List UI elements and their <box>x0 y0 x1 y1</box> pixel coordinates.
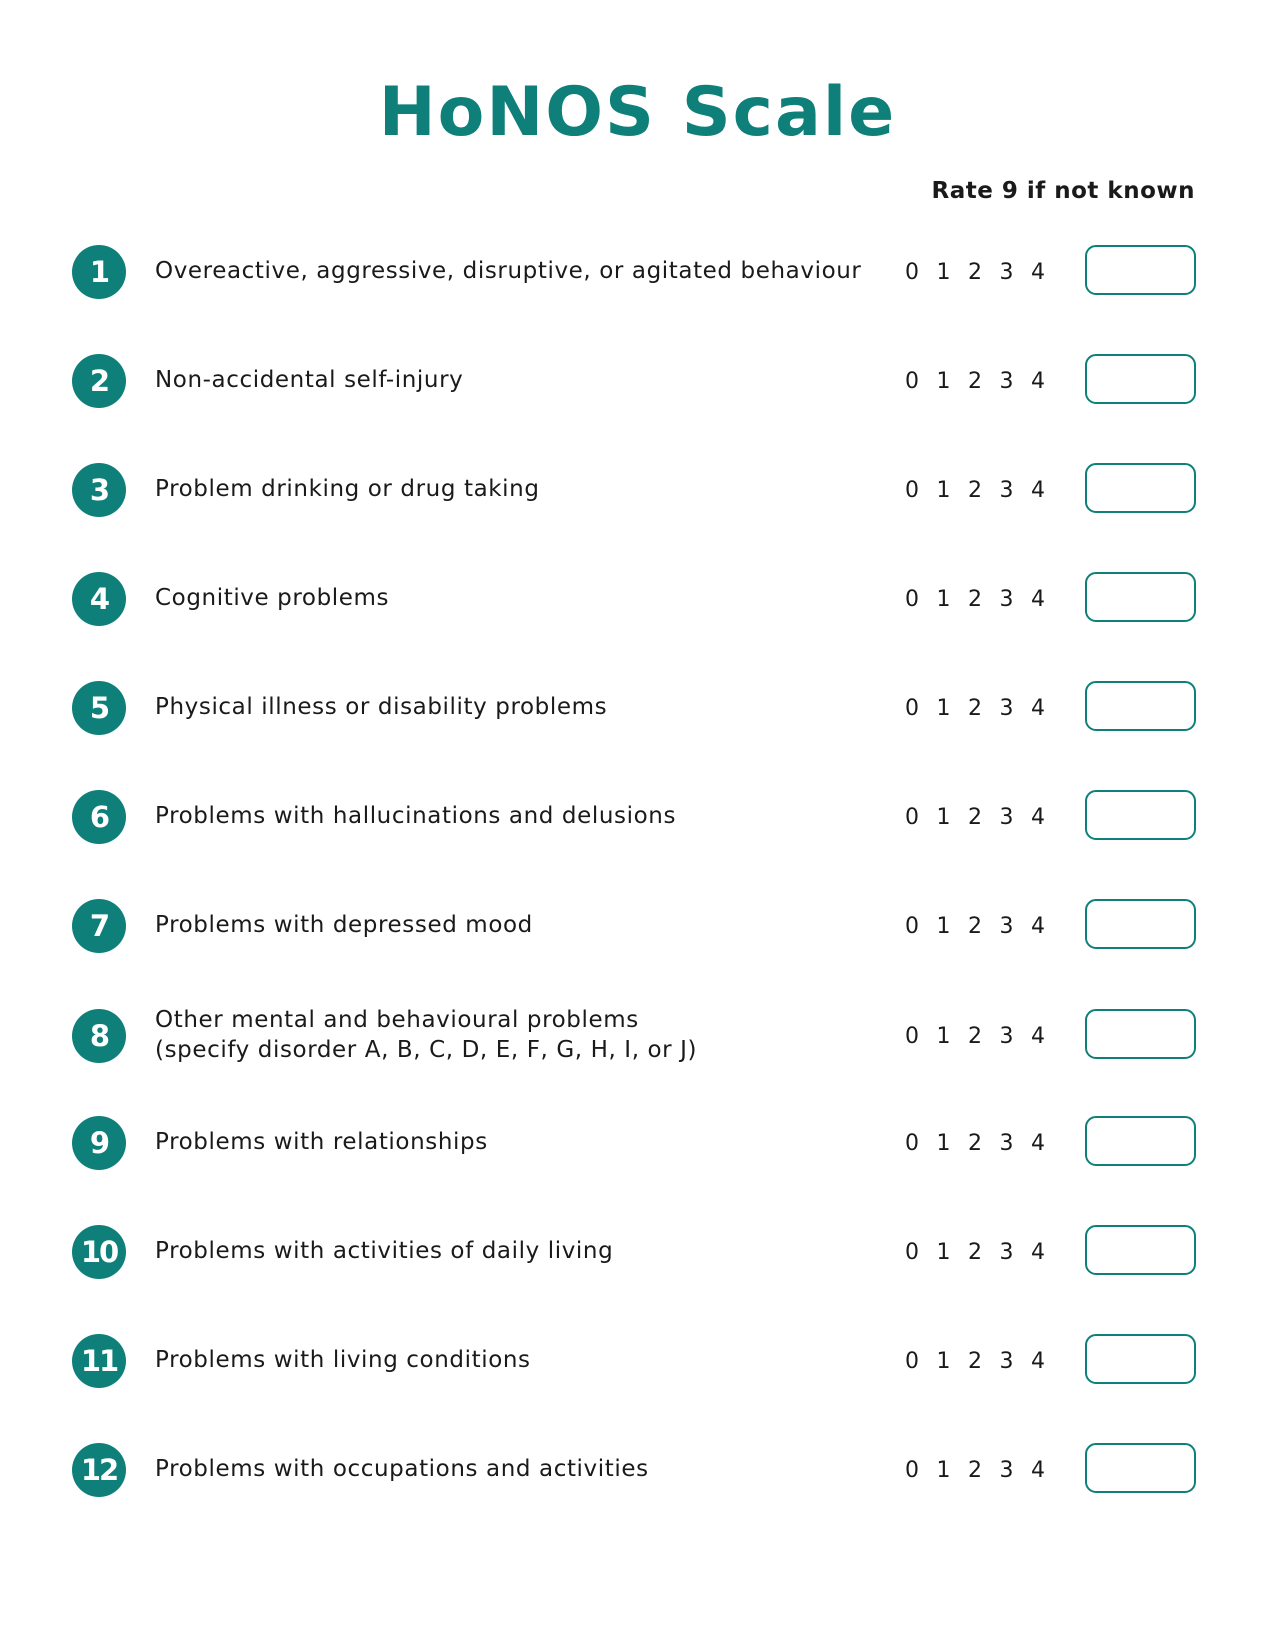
item-number-badge: 8 <box>72 1009 126 1063</box>
item-label <box>155 678 875 738</box>
rating-item <box>0 787 1275 847</box>
scale-option: 1 <box>936 1130 951 1156</box>
scale-option: 2 <box>968 1023 982 1049</box>
rating-item <box>0 896 1275 956</box>
scale-option: 0 <box>905 1239 919 1265</box>
scale-option: 1 <box>936 1348 951 1374</box>
score-input[interactable] <box>1085 572 1196 622</box>
rating-item <box>0 1006 1275 1066</box>
page-title: HoNOS Scale <box>378 73 897 152</box>
item-label <box>155 351 875 411</box>
item-label <box>155 1006 875 1066</box>
item-number-badge: 7 <box>72 899 126 953</box>
rating-item <box>0 242 1275 302</box>
rating-scale <box>905 460 1063 520</box>
item-label <box>155 242 875 302</box>
scale-option: 0 <box>905 1348 919 1374</box>
scale-option: 1 <box>936 586 951 612</box>
scale-option: 4 <box>1031 1348 1045 1374</box>
scale-option: 3 <box>999 695 1014 721</box>
scale-option: 3 <box>999 1023 1014 1049</box>
rating-scale <box>905 787 1063 847</box>
item-label <box>155 569 875 629</box>
scale-option: 3 <box>999 804 1014 830</box>
rating-item <box>0 678 1275 738</box>
score-input[interactable] <box>1085 463 1196 513</box>
item-label <box>155 896 875 956</box>
scale-option: 1 <box>936 1023 951 1049</box>
scale-option: 0 <box>905 1023 919 1049</box>
rating-item <box>0 460 1275 520</box>
score-input[interactable] <box>1085 1116 1196 1166</box>
scale-option: 1 <box>936 259 951 285</box>
scale-option: 3 <box>999 913 1014 939</box>
scale-option: 0 <box>905 477 919 503</box>
rating-item <box>0 1440 1275 1500</box>
item-label-line: Problems with living conditions <box>155 1347 531 1374</box>
item-label-line: Problems with hallucinations and delusions <box>155 803 677 830</box>
scale-option: 2 <box>968 1457 982 1483</box>
item-label <box>155 460 875 520</box>
scale-option: 3 <box>999 1130 1014 1156</box>
scale-option: 3 <box>999 1457 1014 1483</box>
item-number-badge: 2 <box>72 354 126 408</box>
item-label-line: Problems with depressed mood <box>155 912 533 939</box>
scale-option: 0 <box>905 586 919 612</box>
scale-option: 4 <box>1031 804 1045 830</box>
scale-option: 3 <box>999 368 1014 394</box>
score-input[interactable] <box>1085 245 1196 295</box>
scale-option: 2 <box>968 259 982 285</box>
scale-option: 4 <box>1031 368 1045 394</box>
item-label-line: Problem drinking or drug taking <box>155 476 540 503</box>
scale-option: 0 <box>905 1130 919 1156</box>
rating-scale <box>905 1113 1063 1173</box>
item-label-line: Overeactive, aggressive, disruptive, or agitated behaviour <box>155 258 862 285</box>
rating-item <box>0 351 1275 411</box>
item-label-line: Other mental and behavioural problems <box>155 1007 639 1034</box>
scale-option: 2 <box>968 1130 982 1156</box>
scale-option: 1 <box>936 1239 951 1265</box>
score-input[interactable] <box>1085 899 1196 949</box>
item-label <box>155 1440 875 1500</box>
scale-option: 3 <box>999 586 1014 612</box>
scale-option: 1 <box>936 695 951 721</box>
scale-option: 2 <box>968 477 982 503</box>
item-number-badge: 12 <box>72 1443 126 1497</box>
scale-option: 3 <box>999 1348 1014 1374</box>
scale-option: 0 <box>905 259 919 285</box>
item-label-line: Cognitive problems <box>155 585 390 612</box>
scale-option: 2 <box>968 913 982 939</box>
scale-option: 3 <box>999 1239 1014 1265</box>
item-label <box>155 1331 875 1391</box>
rating-scale <box>905 242 1063 302</box>
scale-option: 0 <box>905 695 919 721</box>
score-input[interactable] <box>1085 1225 1196 1275</box>
item-label-line: Problems with activities of daily living <box>155 1238 614 1265</box>
rating-scale <box>905 1440 1063 1500</box>
item-number-badge: 1 <box>72 245 126 299</box>
item-label-line: Problems with occupations and activities <box>155 1456 649 1483</box>
scale-option: 2 <box>968 804 982 830</box>
item-number-badge: 6 <box>72 790 126 844</box>
score-input[interactable] <box>1085 1334 1196 1384</box>
rating-item <box>0 1222 1275 1282</box>
score-input[interactable] <box>1085 1443 1196 1493</box>
scale-option: 2 <box>968 586 982 612</box>
scale-option: 2 <box>968 1348 982 1374</box>
rating-item <box>0 569 1275 629</box>
rating-item <box>0 1113 1275 1173</box>
item-label <box>155 1222 875 1282</box>
scale-option: 1 <box>936 913 951 939</box>
score-input[interactable] <box>1085 681 1196 731</box>
scale-option: 4 <box>1031 586 1045 612</box>
item-number-badge: 11 <box>72 1334 126 1388</box>
item-label <box>155 787 875 847</box>
scale-option: 4 <box>1031 259 1045 285</box>
item-number-badge: 3 <box>72 463 126 517</box>
scale-option: 4 <box>1031 1023 1045 1049</box>
scale-option: 0 <box>905 804 919 830</box>
scale-option: 1 <box>936 368 951 394</box>
item-label-line: Problems with relationships <box>155 1129 488 1156</box>
scale-option: 4 <box>1031 1457 1045 1483</box>
scale-option: 4 <box>1031 695 1045 721</box>
rating-scale <box>905 569 1063 629</box>
rating-scale <box>905 351 1063 411</box>
rating-scale <box>905 1006 1063 1066</box>
item-label-line: (specify disorder A, B, C, D, E, F, G, H, I, or J) <box>155 1037 698 1063</box>
scale-option: 0 <box>905 913 919 939</box>
item-number-badge: 9 <box>72 1116 126 1170</box>
item-number-badge: 10 <box>72 1225 126 1279</box>
scale-option: 2 <box>968 368 982 394</box>
rate-instruction: Rate 9 if not known <box>931 178 1195 204</box>
item-label-line: Physical illness or disability problems <box>155 694 608 721</box>
score-input[interactable] <box>1085 354 1196 404</box>
scale-option: 4 <box>1031 1239 1045 1265</box>
rating-scale <box>905 896 1063 956</box>
scale-option: 0 <box>905 368 919 394</box>
score-input[interactable] <box>1085 790 1196 840</box>
scale-option: 2 <box>968 1239 982 1265</box>
item-number-badge: 4 <box>72 572 126 626</box>
scale-option: 4 <box>1031 477 1045 503</box>
scale-option: 4 <box>1031 1130 1045 1156</box>
scale-option: 4 <box>1031 913 1045 939</box>
item-number-badge: 5 <box>72 681 126 735</box>
scale-option: 1 <box>936 804 951 830</box>
scale-option: 3 <box>999 477 1014 503</box>
rating-scale <box>905 1222 1063 1282</box>
rating-item <box>0 1331 1275 1391</box>
item-label <box>155 1113 875 1173</box>
scale-option: 1 <box>936 1457 951 1483</box>
scale-option: 3 <box>999 259 1014 285</box>
item-label-line: Non-accidental self-injury <box>155 367 464 394</box>
rating-scale <box>905 678 1063 738</box>
scale-option: 1 <box>936 477 951 503</box>
scale-option: 0 <box>905 1457 919 1483</box>
scale-option: 2 <box>968 695 982 721</box>
rating-scale <box>905 1331 1063 1391</box>
score-input[interactable] <box>1085 1009 1196 1059</box>
